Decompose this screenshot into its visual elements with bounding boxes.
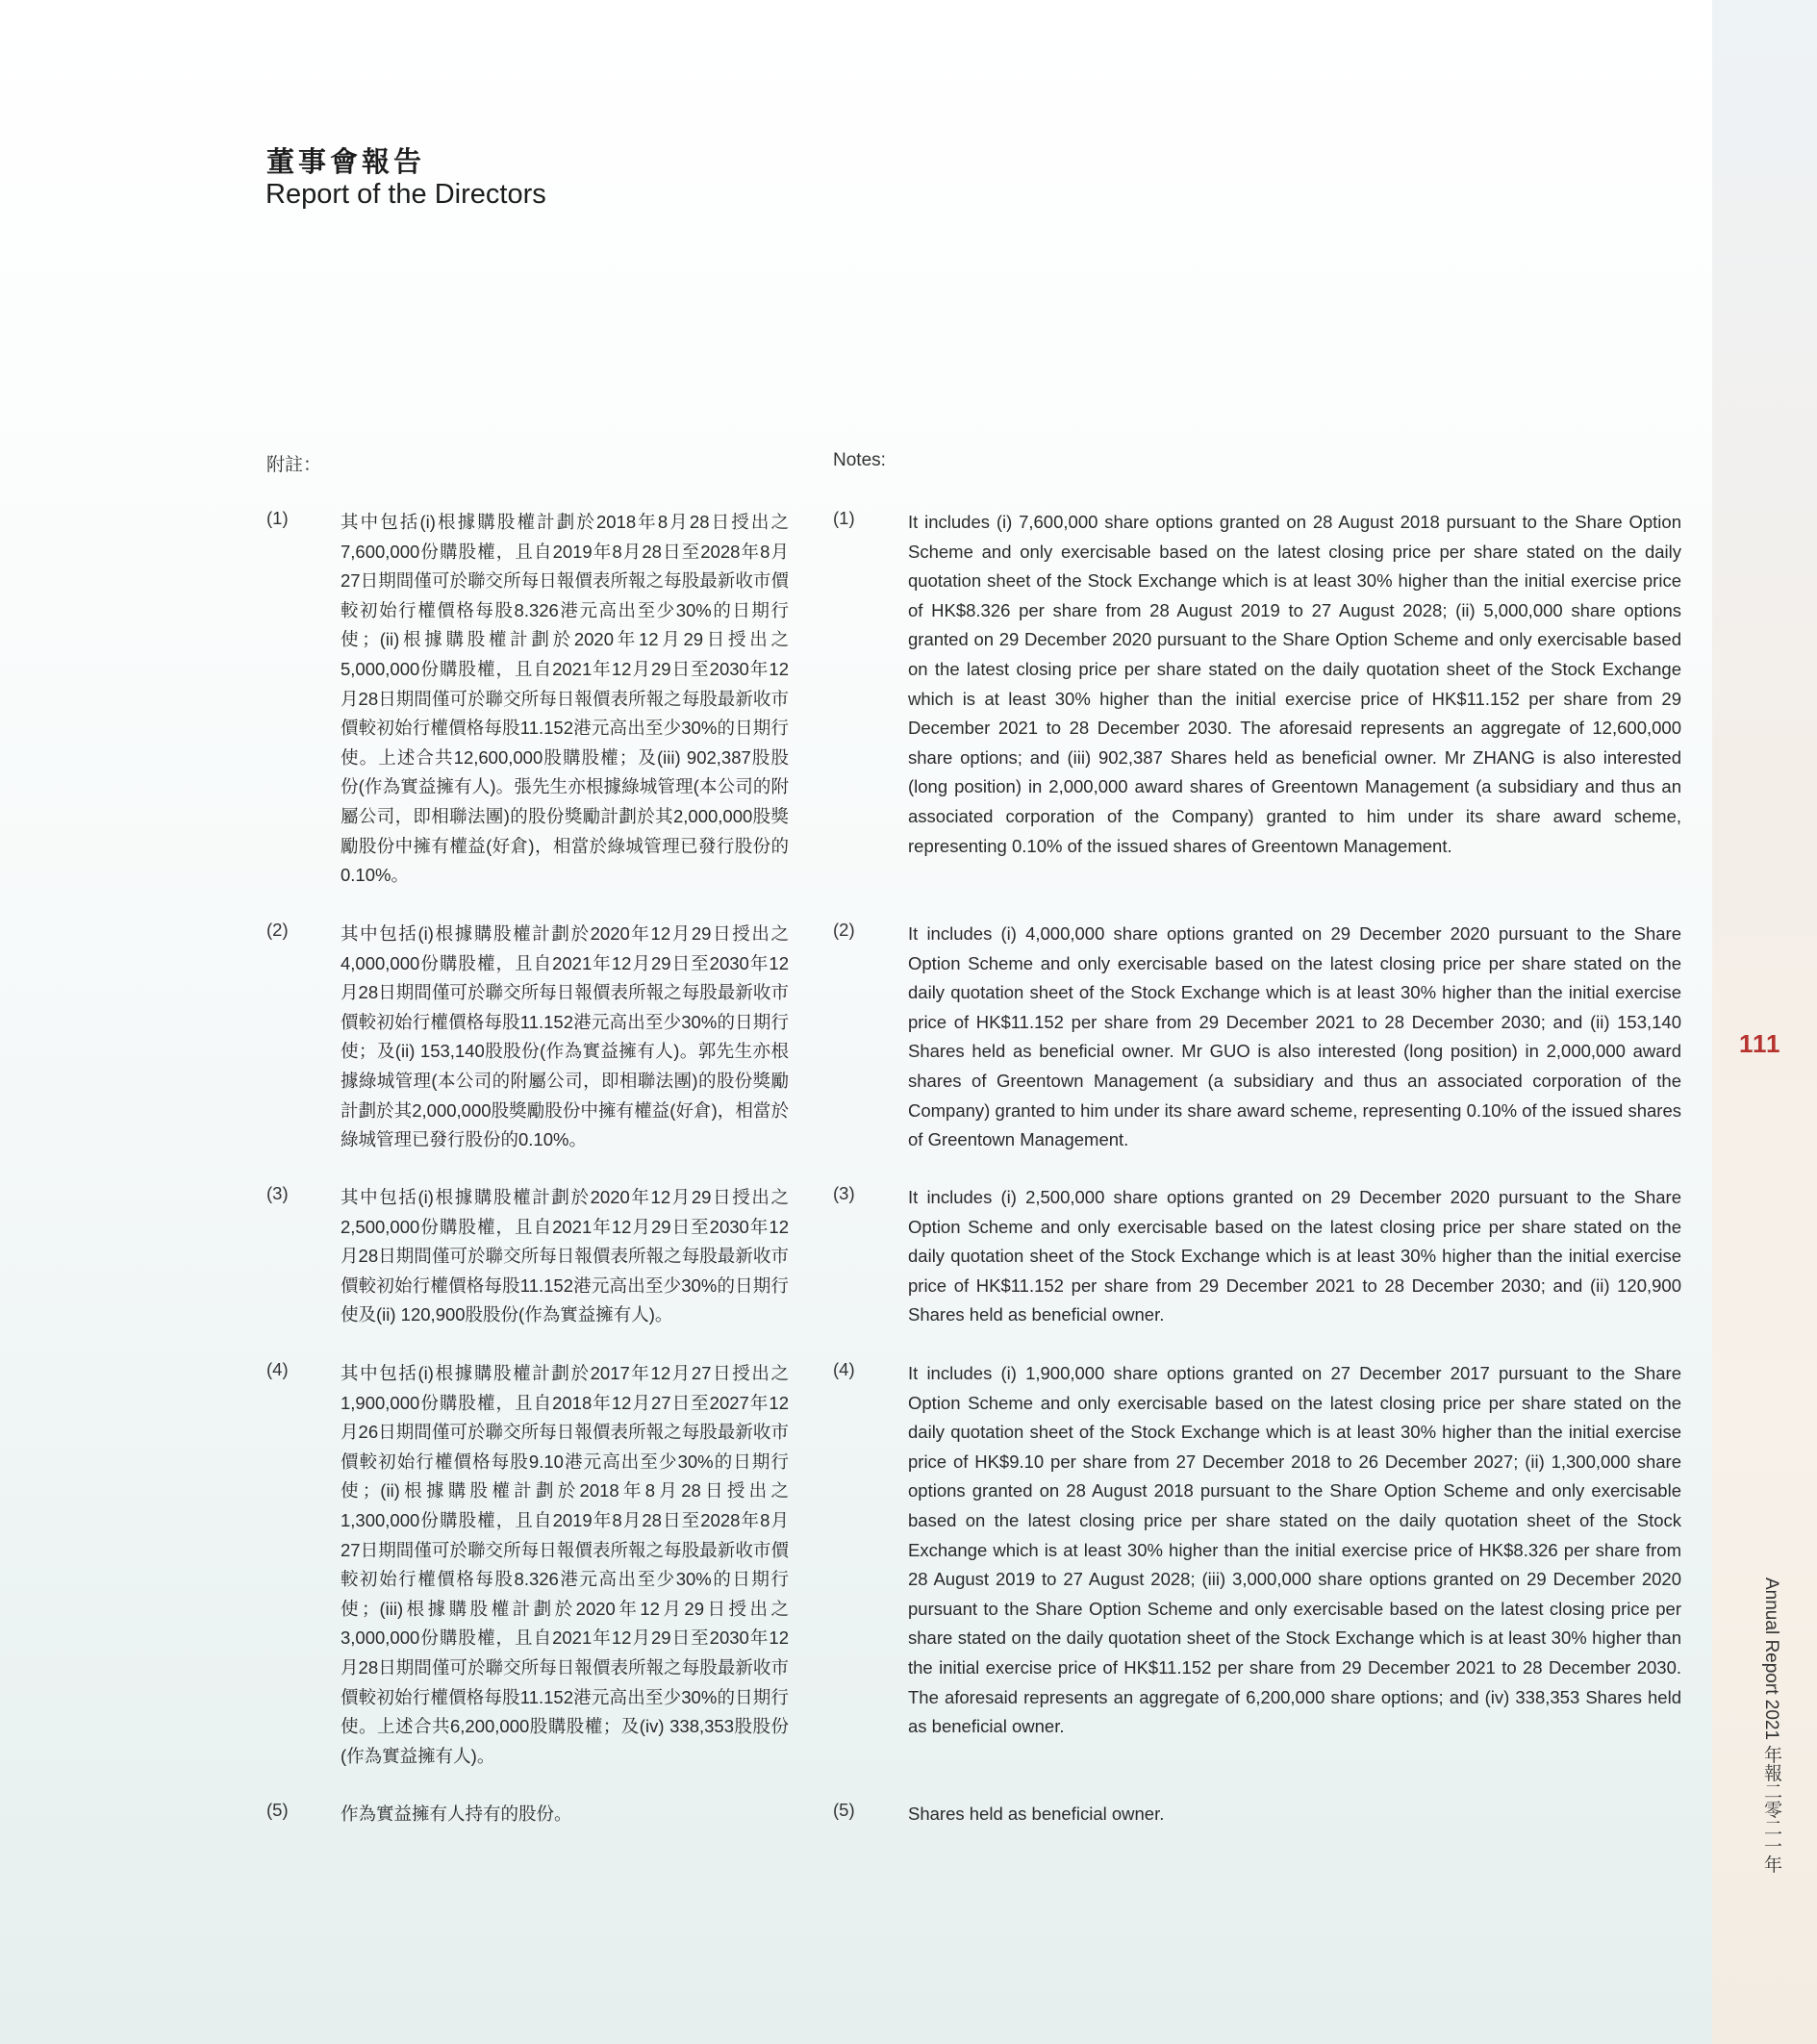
note-number: (4) [833, 1359, 855, 1379]
note-text: It includes (i) 7,600,000 share options granted on 28 August 2018 pursuant to the Share Option Scheme and only exercisable based on the latest closing price per share stated on the daily quotation sheet of the Stock Exchange which is at least 30% higher than the initial exercise price of HK$8.326 per share from 28 August 2019 to 27 August 2028; (ii) 5,000,000 share options granted on 29 December 2020 pursuant to the Share Option Scheme and only exercisable based on the latest closing price per share stated on the daily quotation sheet of the Stock Exchange which is at least 30% higher than the initial exercise price of HK$11.152 per share from 29 December 2021 to 28 December 2030. The aforesaid represents an aggregate of 12,600,000 share options; and (iii) 902,387 Shares held as beneficial owner. Mr ZHANG is also interested (long position) in 2,000,000 award shares of Greentown Management (a subsidiary and thus an associated corporation of the Company) granted to him under its share award scheme, representing 0.10% of the issued shares of Greentown Management. [908, 512, 1681, 856]
page-title-cn: 董事會報告 [266, 147, 426, 178]
notes-label-en: Notes: [833, 450, 886, 470]
note-number: (3) [266, 1183, 289, 1203]
note-text: It includes (i) 4,000,000 share options granted on 29 December 2020 pursuant to the Share Option Scheme and only exercisable based on the latest closing price per share stated on the daily quotation sheet of the Stock Exchange which is at least 30% higher than the initial exercise price of HK$11.152 per share from 29 December 2021 to 28 December 2030; and (ii) 153,140 Shares held as beneficial owner. Mr GUO is also interested (long position) in 2,000,000 award shares of Greentown Management (a subsidiary and thus an associated corporation of the Company) granted to him under its share award scheme, representing 0.10% of the issued shares of Greentown Management. [908, 923, 1681, 1150]
note-number: (2) [266, 920, 289, 940]
note-text: Shares held as beneficial owner. [908, 1804, 1165, 1824]
note-number: (2) [833, 920, 855, 940]
note-number: (4) [266, 1359, 289, 1379]
note-number: (5) [833, 1800, 855, 1820]
note-text: 其中包括(i)根據購股權計劃於2020年12月29日授出之2,500,000份購股權，且自2021年12月29日至2030年12月28日期間僅可於聯交所每日報價表所報之每股最新收市價較初始行權價格每股11.152港元高出至少30%的日期行使及(ii) 120,900股股份(作為實益擁有人)。 [341, 1187, 789, 1325]
notes-label-cn: 附註： [266, 455, 322, 475]
page-title-en: Report of the Directors [265, 179, 546, 210]
note-text: 作為實益擁有人持有的股份。 [341, 1804, 572, 1824]
page-number: 111 [1739, 1029, 1781, 1058]
note-text: 其中包括(i)根據購股權計劃於2017年12月27日授出之1,900,000份購股權，且自2018年12月27日至2027年12月26日期間僅可於聯交所每日報價表所報之每股最新收市價較初始行權價格每股9.10港元高出至少30%的日期行使；(ii)根據購股權計劃於2018年8月28日授出之1,300,000份購股權，且自2019年8月28日至2028年8月27日期間僅可於聯交所每日報價表所報之每股最新收市價較初始行權價格每股8.326港元高出至少30%的日期行使；(iii)根據購股權計劃於2020年12月29日授出之3,000,000份購股權，且自2021年12月29日至2030年12月28日期間僅可於聯交所每日報價表所報之每股最新收市價較初始行權價格每股11.152港元高出至少30%的日期行使。上述合共6,200,000股購股權；及(iv) 338,353股股份(作為實益擁有人)。 [341, 1363, 789, 1766]
note-text: It includes (i) 2,500,000 share options granted on 29 December 2020 pursuant to the Share Option Scheme and only exercisable based on the latest closing price per share stated on the daily quotation sheet of the Stock Exchange which is at least 30% higher than the initial exercise price of HK$11.152 per share from 29 December 2021 to 28 December 2030; and (ii) 120,900 Shares held as beneficial owner. [908, 1187, 1681, 1325]
note-text: 其中包括(i)根據購股權計劃於2020年12月29日授出之4,000,000份購股權，且自2021年12月29日至2030年12月28日期間僅可於聯交所每日報價表所報之每股最新收市價較初始行權價格每股11.152港元高出至少30%的日期行使；及(ii) 153,140股股份(作為實益擁有人)。郭先生亦根據綠城管理(本公司的附屬公司，即相聯法團)的股份獎勵計劃於其2,000,000股獎勵股份中擁有權益(好倉)，相當於綠城管理已發行股份的0.10%。 [341, 923, 789, 1150]
note-number: (1) [266, 508, 289, 528]
note-number: (3) [833, 1183, 855, 1203]
note-text: It includes (i) 1,900,000 share options granted on 27 December 2017 pursuant to the Share Option Scheme and only exercisable based on the latest closing price per share stated on the daily quotation sheet of the Stock Exchange which is at least 30% higher than the initial exercise price of HK$9.10 per share from 27 December 2018 to 26 December 2027; (ii) 1,300,000 share options granted on 28 August 2018 pursuant to the Share Option Scheme and only exercisable based on the latest closing price per share stated on the daily quotation sheet of the Stock Exchange which is at least 30% higher than the initial exercise price of HK$8.326 per share from 28 August 2019 to 27 August 2028; (iii) 3,000,000 share options granted on 29 December 2020 pursuant to the Share Option Scheme and only exercisable based on the latest closing price per share stated on the daily quotation sheet of the Stock Exchange which is at least 30% higher than the initial exercise price of HK$11.152 per share from 29 December 2021 to 28 December 2030. The aforesaid represents an aggregate of 6,200,000 share options; and (iv) 338,353 Shares held as beneficial owner. [908, 1363, 1681, 1737]
annual-report-label: Annual Report 2021 年報二零二一年 [1761, 1577, 1781, 1874]
note-text: 其中包括(i)根據購股權計劃於2018年8月28日授出之7,600,000份購股權，且自2019年8月28日至2028年8月27日期間僅可於聯交所每日報價表所報之每股最新收市價較初始行權價格每股8.326港元高出至少30%的日期行使；(ii)根據購股權計劃於2020年12月29日授出之5,000,000份購股權，且自2021年12月29日至2030年12月28日期間僅可於聯交所每日報價表所報之每股最新收市價較初始行權價格每股11.152港元高出至少30%的日期行使。上述合共12,600,000股購股權；及(iii) 902,387股股份(作為實益擁有人)。張先生亦根據綠城管理(本公司的附屬公司，即相聯法團)的股份獎勵計劃於其2,000,000股獎勵股份中擁有權益(好倉)，相當於綠城管理已發行股份的0.10%。 [341, 512, 789, 886]
note-number: (1) [833, 508, 855, 528]
note-number: (5) [266, 1800, 289, 1820]
